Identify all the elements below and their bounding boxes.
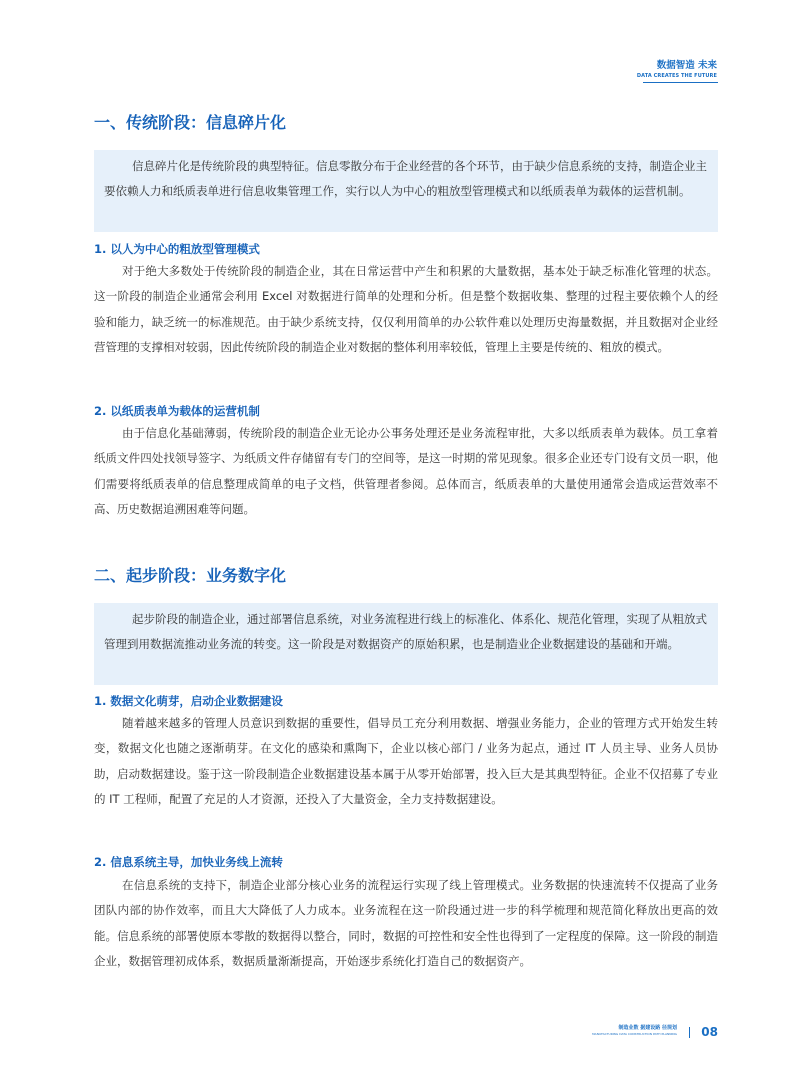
section2-summary-box (94, 603, 718, 685)
section1-summary-box (94, 150, 718, 232)
section2-sub1-text: 随着越来越多的管理人员意识到数据的重要性，倡导员工充分利用数据、增强业务能力，企业的管理方式开始发生转变，数据文化也随之逐渐萌芽。在文化的感染和熏陶下，企业以核心部门 / 业务为起点，通过 IT 人员主导、业务人员协助，启动数据建设。鉴于这一阶段制造企业数据建设基本属于从零开始部署，投入巨大是其典型特征。企业不仅招募了专业的 IT 工程师，配置了充足的人才资源，还投入了大量资金，全力支持数据建设。 (94, 716, 718, 806)
section1-sub2-title: 2. 以纸质表单为载体的运营机制 (94, 404, 260, 418)
section1-sub2-text: 由于信息化基础薄弱，传统阶段的制造企业无论办公事务处理还是业务流程审批，大多以纸质表单为载体。员工拿着纸质文件四处找领导签字、为纸质文件存储留有专门的空间等，是这一时期的常见现象。很多企业还专门设有文员一职，他们需要将纸质表单的信息整理成简单的电子文档，供管理者参阅。总体而言，纸质表单的大量使用通常会造成运营效率不高、历史数据追溯困难等问题。 (94, 426, 718, 516)
section2-title: 二、起步阶段：业务数字化 (94, 566, 287, 585)
section1-sub1-title: 1. 以人为中心的粗放型管理模式 (94, 242, 260, 256)
section2-sub2-text: 在信息系统的支持下，制造企业部分核心业务的流程运行实现了线上管理模式。业务数据的快速流转不仅提高了业务团队内部的协作效率，而且大大降低了人力成本。业务流程在这一阶段通过进一步的科学梳理和规范简化释放出更高的效能。信息系统的部署使原本零散的数据得以整合，同时，数据的可控性和安全性也得到了一定程度的保障。这一阶段的制造企业，数据管理初成体系，数据质量渐渐提高，开始逐步系统化打造自己的数据资产。 (94, 878, 718, 968)
footer-title-en: MANUFACTURING DATA CONSTRUCTION PATH PLANNING (592, 1032, 677, 1036)
section1-summary: 信息碎片化是传统阶段的典型特征。信息零散分布于企业经营的各个环节，由于缺少信息系统的支持，制造企业主要依赖人力和纸质表单进行信息收集管理工作，实行以人为中心的粗放型管理模式和以纸质表单为载体的运营机制。 (104, 159, 707, 198)
section1-sub1-text: 对于绝大多数处于传统阶段的制造企业，其在日常运营中产生和积累的大量数据，基本处于缺乏标准化管理的状态。这一阶段的制造企业通常会利用 Excel 对数据进行简单的处理和分析。但是整个数据收集、整理的过程主要依赖个人的经验和能力，缺乏统一的标准规范。由于缺少系统支持，仅仅利用简单的办公软件难以处理历史海量数据，并且数据对企业经营管理的支撑相对较弱，因此传统阶段的制造企业对数据的整体利用率较低，管理上主要是传统的、粗放的模式。 (94, 264, 718, 354)
section2-sub1-title: 1. 数据文化萌芽，启动企业数据建设 (94, 694, 283, 708)
section2-sub2-title: 2. 信息系统主导，加快业务线上流转 (94, 855, 283, 869)
footer-separator (689, 1027, 690, 1038)
header-title-cn: 数据智造 未来 (656, 60, 717, 71)
footer-text-block (592, 1025, 677, 1037)
footer-title-cn: 制造业数 据建设路 径规划 (618, 1025, 677, 1031)
page-footer (560, 1022, 720, 1046)
header-divider (643, 82, 718, 83)
section1-title: 一、传统阶段：信息碎片化 (94, 113, 287, 132)
page-number: 08 (701, 1025, 718, 1039)
section2-summary: 起步阶段的制造企业，通过部署信息系统，对业务流程进行线上的标准化、体系化、规范化管理，实现了从粗放式管理到用数据流推动业务流的转变。这一阶段是对数据资产的原始积累，也是制造业企业数据建设的基础和开端。 (104, 612, 707, 651)
page-header (637, 60, 717, 80)
header-title-en: DATA CREATES THE FUTURE (636, 73, 717, 79)
